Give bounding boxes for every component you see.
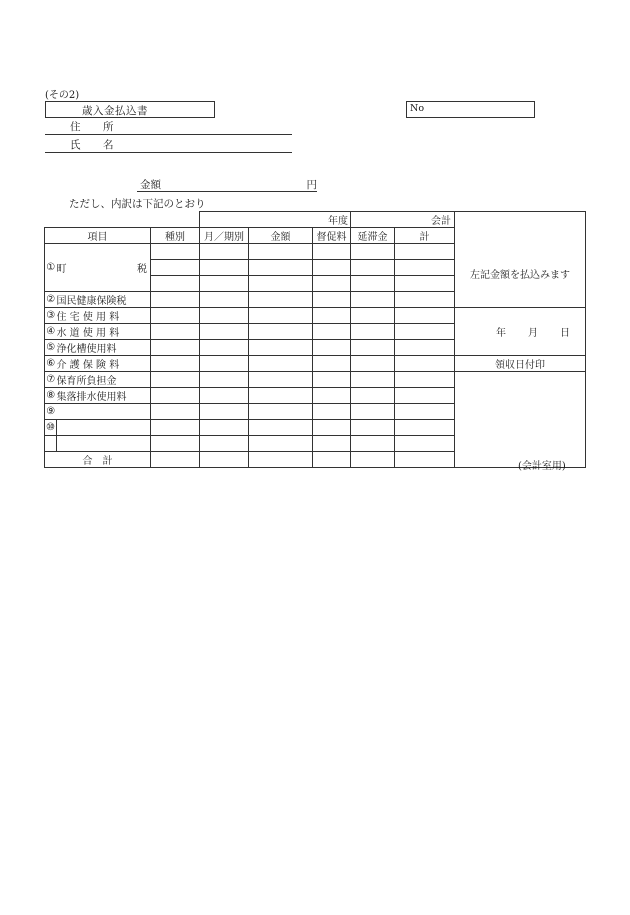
cell[interactable] xyxy=(200,292,249,308)
cell[interactable] xyxy=(151,260,200,276)
cell[interactable] xyxy=(351,452,395,468)
cell[interactable] xyxy=(200,308,249,324)
row-label: 保育所負担金 xyxy=(57,372,151,388)
row-number: ⑥ xyxy=(45,356,57,372)
cell[interactable] xyxy=(313,420,351,436)
cell[interactable] xyxy=(313,356,351,372)
cell[interactable] xyxy=(395,356,455,372)
cell[interactable] xyxy=(395,436,455,452)
row-label: 浄化槽使用料 xyxy=(57,340,151,356)
cell[interactable] xyxy=(151,420,200,436)
cell[interactable] xyxy=(395,388,455,404)
breakdown-note: ただし、内訳は下記のとおり xyxy=(69,198,206,210)
fiscal-year-cell[interactable] xyxy=(200,212,351,228)
amount-unit: 円 xyxy=(306,179,317,191)
cell[interactable] xyxy=(249,452,313,468)
row-1-right: 税 xyxy=(137,264,147,275)
cell[interactable] xyxy=(200,420,249,436)
cell[interactable] xyxy=(313,372,351,388)
row-number: ⑩ xyxy=(45,420,57,436)
header-type: 種別 xyxy=(151,228,200,244)
row-number: ⑤ xyxy=(45,340,57,356)
cell[interactable] xyxy=(395,292,455,308)
cell[interactable] xyxy=(395,420,455,436)
cell[interactable] xyxy=(200,260,249,276)
cell[interactable] xyxy=(200,404,249,420)
cell[interactable] xyxy=(351,292,395,308)
row-label: 国民健康保険税 xyxy=(57,292,151,308)
year-label: 年 xyxy=(496,328,506,339)
cell[interactable] xyxy=(351,324,395,340)
cell[interactable] xyxy=(200,244,249,260)
row-label[interactable] xyxy=(57,420,151,436)
cell[interactable] xyxy=(249,356,313,372)
header-period: 月／期別 xyxy=(200,228,249,244)
cell[interactable] xyxy=(313,340,351,356)
cell[interactable] xyxy=(313,260,351,276)
table-corner xyxy=(45,212,200,228)
cell[interactable] xyxy=(151,244,200,260)
cell[interactable] xyxy=(249,276,313,292)
cell[interactable] xyxy=(200,372,249,388)
cell[interactable] xyxy=(249,388,313,404)
cell[interactable] xyxy=(313,244,351,260)
row-1-left: 町 xyxy=(56,264,67,275)
cell[interactable] xyxy=(249,292,313,308)
row-number: ④ xyxy=(45,324,57,340)
cell[interactable] xyxy=(395,260,455,276)
cell[interactable] xyxy=(351,244,395,260)
cell[interactable] xyxy=(351,404,395,420)
account-cell[interactable] xyxy=(351,212,455,228)
cell[interactable] xyxy=(351,436,395,452)
cell[interactable] xyxy=(249,436,313,452)
address-label-2: 所 xyxy=(103,121,114,133)
row-label: 住 宅 使 用 料 xyxy=(57,308,151,324)
form-variant-label: (その2) xyxy=(45,90,80,101)
row-number: ② xyxy=(45,292,57,308)
cell[interactable] xyxy=(249,308,313,324)
cell[interactable] xyxy=(395,372,455,388)
header-entai: 延滞金 xyxy=(351,228,395,244)
payment-confirm-text: 左記金額を払込みます xyxy=(470,270,570,281)
header-amount: 金額 xyxy=(249,228,313,244)
fiscal-year-label: 年度 xyxy=(328,216,348,227)
accounting-office-note: (会計室用) xyxy=(518,461,566,472)
row-number xyxy=(45,436,57,452)
cell[interactable] xyxy=(313,292,351,308)
cell[interactable] xyxy=(351,388,395,404)
month-label: 月 xyxy=(528,328,538,339)
cell[interactable] xyxy=(151,276,200,292)
name-label-1: 氏 xyxy=(70,139,81,151)
row-label: 水 道 使 用 料 xyxy=(57,324,151,340)
cell[interactable] xyxy=(200,388,249,404)
row-number: ③ xyxy=(45,308,57,324)
cell[interactable] xyxy=(151,324,200,340)
address-label-1: 住 xyxy=(70,121,81,133)
cell[interactable] xyxy=(249,260,313,276)
cell[interactable] xyxy=(351,372,395,388)
row-label[interactable] xyxy=(57,436,151,452)
row-label xyxy=(57,404,151,420)
header-tokusoku: 督促料 xyxy=(313,228,351,244)
header-total: 計 xyxy=(395,228,455,244)
cell[interactable] xyxy=(200,276,249,292)
form-title: 歳入金払込書 xyxy=(82,105,148,117)
row-number: ⑦ xyxy=(45,372,57,388)
cell[interactable] xyxy=(313,452,351,468)
cell[interactable] xyxy=(200,340,249,356)
date-cell[interactable] xyxy=(455,308,586,356)
day-label: 日 xyxy=(560,328,570,339)
row-1-number: ① xyxy=(45,244,57,292)
cell[interactable] xyxy=(351,260,395,276)
amount-label: 金額 xyxy=(140,179,161,191)
cell[interactable] xyxy=(313,388,351,404)
receipt-stamp-label: 領収日付印 xyxy=(455,356,586,372)
cell[interactable] xyxy=(313,404,351,420)
receipt-stamp-area[interactable] xyxy=(455,372,586,468)
cell[interactable] xyxy=(151,372,200,388)
header-item: 項目 xyxy=(45,228,151,244)
cell[interactable] xyxy=(351,420,395,436)
row-label: 集落排水使用料 xyxy=(57,388,151,404)
payment-confirm-cell xyxy=(455,212,586,308)
number-label: No xyxy=(410,103,425,114)
cell[interactable] xyxy=(151,292,200,308)
cell[interactable] xyxy=(395,324,455,340)
cell[interactable] xyxy=(151,356,200,372)
cell[interactable] xyxy=(249,372,313,388)
cell[interactable] xyxy=(313,308,351,324)
cell[interactable] xyxy=(395,404,455,420)
cell[interactable] xyxy=(200,324,249,340)
row-1-label xyxy=(57,244,151,292)
cell[interactable] xyxy=(395,308,455,324)
cell[interactable] xyxy=(151,340,200,356)
name-field[interactable] xyxy=(45,137,292,153)
cell[interactable] xyxy=(351,308,395,324)
account-label: 会計 xyxy=(431,216,451,227)
breakdown-table xyxy=(44,211,586,468)
cell[interactable] xyxy=(395,244,455,260)
row-number: ⑨ xyxy=(45,404,57,420)
cell[interactable] xyxy=(200,452,249,468)
amount-field[interactable] xyxy=(137,177,317,192)
cell[interactable] xyxy=(351,276,395,292)
cell[interactable] xyxy=(151,308,200,324)
cell[interactable] xyxy=(151,436,200,452)
cell[interactable] xyxy=(395,340,455,356)
cell[interactable] xyxy=(249,404,313,420)
cell[interactable] xyxy=(249,324,313,340)
number-field[interactable] xyxy=(406,101,535,118)
cell[interactable] xyxy=(249,340,313,356)
cell[interactable] xyxy=(313,436,351,452)
cell[interactable] xyxy=(151,452,200,468)
cell[interactable] xyxy=(151,388,200,404)
cell[interactable] xyxy=(249,244,313,260)
row-number: ⑧ xyxy=(45,388,57,404)
form-title-box xyxy=(45,101,215,118)
cell[interactable] xyxy=(395,452,455,468)
cell[interactable] xyxy=(200,436,249,452)
cell[interactable] xyxy=(313,324,351,340)
row-label: 介 護 保 険 料 xyxy=(57,356,151,372)
total-label: 合 計 xyxy=(45,452,151,468)
cell[interactable] xyxy=(200,356,249,372)
cell[interactable] xyxy=(151,404,200,420)
name-label-2: 名 xyxy=(103,139,114,151)
cell[interactable] xyxy=(351,356,395,372)
address-field[interactable] xyxy=(45,119,292,135)
cell[interactable] xyxy=(313,276,351,292)
cell[interactable] xyxy=(249,420,313,436)
cell[interactable] xyxy=(395,276,455,292)
cell[interactable] xyxy=(351,340,395,356)
